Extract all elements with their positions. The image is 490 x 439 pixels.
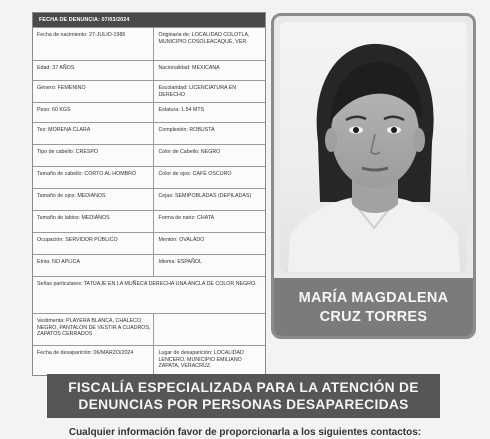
eyebrows: Cejas: SEMIPOBLADAS (DEPILADAS) (158, 193, 252, 199)
ethnicity: Etnia: NO APLICA (33, 255, 154, 276)
table-row (33, 188, 265, 210)
occupation: Ocupación: SERVIDOR PÚBLICO (33, 233, 154, 254)
table-row (33, 102, 265, 122)
table-row (33, 345, 265, 375)
height: Estatura: 1.54 MTS (158, 107, 205, 113)
agency-banner (47, 374, 440, 418)
table-row (33, 276, 265, 313)
contact-text: Cualquier información favor de proporcionarla a los siguientes contactos: (68, 427, 422, 438)
portrait-illustration (280, 22, 467, 272)
gender: Género: FEMENINO (33, 81, 154, 102)
hair-length: Tamaño de cabello: CORTO AL HOMBRO (33, 167, 154, 188)
nose-shape: Forma de nariz: CHATA (158, 215, 215, 221)
name-box (274, 278, 473, 338)
hair-type: Tipo de cabello: CRESPO (33, 145, 154, 166)
complexion-tone: Tez: MORENA CLARA (33, 123, 154, 144)
language: Idioma: ESPAÑOL (158, 259, 202, 265)
lip-size: Tamaño de labios: MEDIANOS (33, 211, 154, 232)
agency-line-2: DENUNCIAS POR PERSONAS DESAPARECIDAS (78, 397, 409, 412)
table-row (33, 27, 265, 60)
table-row (33, 313, 265, 345)
person-first-name: MARÍA MAGDALENA (298, 290, 449, 306)
table-row (33, 232, 265, 254)
chin: Mentón: OVALADO (158, 237, 205, 243)
table-row (33, 254, 265, 276)
table-row (33, 60, 265, 80)
eye-color: Color de ojos: CAFÉ OSCURO (158, 171, 232, 177)
person-last-name: CRUZ TORRES (319, 309, 428, 325)
table-row (33, 144, 265, 166)
table-row (33, 210, 265, 232)
table-row (33, 122, 265, 144)
weight: Peso: 60 KGS (33, 103, 154, 122)
hair-color: Color de Cabello: NEGRO (158, 149, 221, 155)
agency-line-1: FISCALÍA ESPECIALIZADA PARA LA ATENCIÓN DE (68, 380, 419, 395)
eye-size: Tamaño de ojos: MEDIANOS (33, 189, 154, 210)
education: Escolaridad: LICENCIATURA EN DERECHO (158, 85, 237, 98)
table-row (33, 166, 265, 188)
origin: Originaria de: LOCALIDAD COLOTLA, MUNICIPIO COSOLEACAQUE, VER. (158, 32, 250, 45)
distinguishing-marks: Señas particulares: TATUAJE EN LA MUÑECA DERECHA UNA ANCLA DE COLOR NEGRO. (37, 281, 257, 287)
table-row (33, 80, 265, 102)
disappearance-date: Fecha de desaparición: 06/MARZO/2024 (33, 346, 154, 375)
portrait-photo (280, 22, 467, 272)
age: Edad: 37 AÑOS (33, 61, 154, 80)
info-table (32, 12, 266, 376)
build: Complexión: ROBUSTA (158, 127, 215, 133)
clothing-empty (154, 314, 265, 345)
report-date: FECHA DE DENUNCIA: 07/03/2024 (33, 13, 265, 27)
nationality: Nacionalidad: MEXICANA (158, 65, 220, 71)
clothing: Vestimenta: PLAYERA BLANCA, CHALECO NEGRO, PANTALON DE VESTIR A CUADROS, ZAPATOS CERRADOS (33, 314, 154, 345)
photo-card (271, 13, 476, 339)
disappearance-place: Lugar de desaparición: LOCALIDAD LENCERO, MUNICIPIO EMILIANO ZAPATA, VERACRUZ. (158, 350, 244, 370)
birth-date: Fecha de nacimiento: 27-JULIO-1986 (33, 28, 154, 60)
